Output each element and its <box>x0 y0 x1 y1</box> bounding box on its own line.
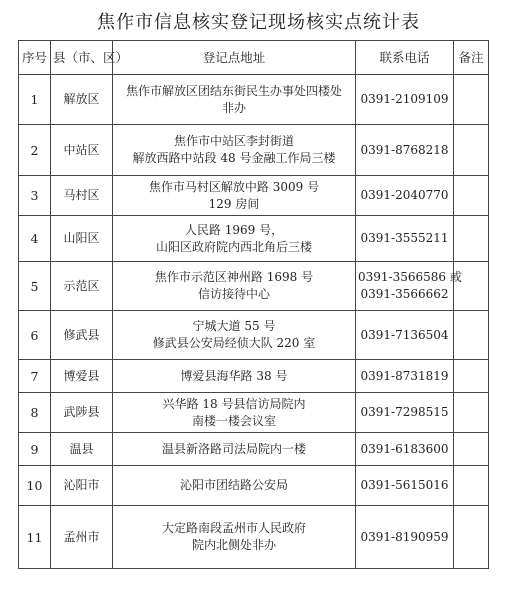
cell-index: 8 <box>19 393 51 433</box>
table-row <box>19 466 489 506</box>
cell-phone <box>356 393 454 433</box>
cell-county: 武陟县 <box>51 393 113 433</box>
address-line: 129 房间 <box>208 196 260 211</box>
cell-remark <box>454 216 489 262</box>
cell-county: 中站区 <box>51 125 113 176</box>
address-line: 信访接待中心 <box>197 287 270 301</box>
phone-line: 0391-7136504 <box>360 327 449 342</box>
cell-address <box>113 311 356 360</box>
cell-index: 7 <box>19 360 51 393</box>
cell-address <box>113 176 356 216</box>
cell-remark <box>454 433 489 466</box>
cell-county: 示范区 <box>51 262 113 311</box>
cell-phone <box>356 466 454 506</box>
phone-line: 0391-8768218 <box>360 142 449 157</box>
cell-county: 温县 <box>51 433 113 466</box>
cell-remark <box>454 466 489 506</box>
address-line: 宁城大道 55 号 <box>192 319 276 333</box>
phone-line: 0391-8190959 <box>360 529 449 544</box>
cell-remark <box>454 393 489 433</box>
cell-phone <box>356 262 462 311</box>
table-body <box>19 75 489 569</box>
cell-index: 3 <box>19 176 51 216</box>
phone-line: 0391-6183600 <box>360 441 449 456</box>
cell-county: 博爱县 <box>51 360 113 393</box>
cell-phone <box>356 216 454 262</box>
phone-line: 0391-3566662 <box>360 287 449 301</box>
cell-index: 1 <box>19 75 51 125</box>
cell-remark <box>454 506 489 569</box>
address-line: 山阳区政府院内西北角后三楼 <box>155 239 312 254</box>
address-line: 焦作市中站区李封街道 <box>173 134 294 148</box>
header-row <box>19 41 489 75</box>
address-line: 解放西路中站段 48 号金融工作局三楼 <box>132 151 336 165</box>
page-title: 焦作市信息核实登记现场核实点统计表 <box>97 12 420 33</box>
header-address: 登记点地址 <box>113 41 356 75</box>
address-line: 沁阳市团结路公安局 <box>179 478 288 492</box>
cell-county: 解放区 <box>51 75 113 125</box>
address-line: 焦作市示范区神州路 1698 号 <box>154 270 314 284</box>
cell-address <box>113 360 356 393</box>
cell-county: 沁阳市 <box>51 466 113 506</box>
cell-index: 6 <box>19 311 51 360</box>
cell-index: 2 <box>19 125 51 176</box>
cell-index: 9 <box>19 433 51 466</box>
header-index: 序号 <box>19 41 51 75</box>
table-row <box>19 262 489 311</box>
cell-remark <box>454 311 489 360</box>
cell-remark <box>454 125 489 176</box>
address-line: 非办 <box>221 100 246 115</box>
address-line: 人民路 1969 号， <box>184 222 284 237</box>
phone-line: 0391-2040770 <box>360 188 449 202</box>
cell-remark <box>454 360 489 393</box>
table-row <box>19 176 489 216</box>
cell-address <box>113 466 356 506</box>
table-row <box>19 311 489 360</box>
cell-address <box>113 433 356 466</box>
cell-address <box>113 506 356 569</box>
address-line: 修武县公安局经侦大队 220 室 <box>152 336 316 350</box>
cell-index: 5 <box>19 262 51 311</box>
table-row <box>19 216 489 262</box>
phone-line: 0391-3555211 <box>360 231 449 245</box>
address-line: 兴华路 18 号县信访局院内 <box>162 396 306 411</box>
table-row <box>19 393 489 433</box>
cell-county: 山阳区 <box>51 216 113 262</box>
cell-phone <box>356 125 454 176</box>
address-line: 焦作市解放区团结东街民生办事处四楼处 <box>125 83 342 98</box>
cell-remark <box>454 176 489 216</box>
address-line: 大定路南段孟州市人民政府 <box>161 521 306 535</box>
cell-phone <box>356 433 454 466</box>
header-phone: 联系电话 <box>356 41 454 75</box>
address-line: 博爱县海华路 38 号 <box>180 368 288 383</box>
phone-line: 0391-2109109 <box>360 92 449 106</box>
cell-county: 马村区 <box>51 176 113 216</box>
table-row <box>19 433 489 466</box>
cell-remark <box>454 75 489 125</box>
address-line: 温县新洛路司法局院内一楼 <box>161 441 306 456</box>
cell-phone <box>356 360 454 393</box>
cell-phone <box>356 176 454 216</box>
cell-address <box>113 216 356 262</box>
cell-index: 11 <box>19 506 51 569</box>
table-row <box>19 506 489 569</box>
address-line: 南楼一楼会议室 <box>191 413 276 428</box>
registration-points-table <box>18 40 489 569</box>
phone-line: 0391-5615016 <box>360 478 449 492</box>
cell-address <box>113 393 356 433</box>
table-row <box>19 125 489 176</box>
address-line: 院内北侧处非办 <box>191 538 276 552</box>
cell-county: 修武县 <box>51 311 113 360</box>
header-county: 县（市、区） <box>51 41 113 75</box>
phone-line: 0391-3566586 或 <box>358 270 462 284</box>
cell-county: 孟州市 <box>51 506 113 569</box>
table-row <box>19 75 489 125</box>
address-line: 焦作市马村区解放中路 3009 号 <box>148 179 320 194</box>
cell-remark <box>454 262 489 311</box>
cell-address <box>113 262 356 311</box>
table-row <box>19 360 489 393</box>
cell-phone <box>356 506 454 569</box>
cell-phone <box>356 75 454 125</box>
cell-phone <box>356 311 454 360</box>
header-remark: 备注 <box>454 41 489 75</box>
cell-address <box>113 75 356 125</box>
cell-index: 4 <box>19 216 51 262</box>
phone-line: 0391-8731819 <box>360 368 449 383</box>
cell-address <box>113 125 356 176</box>
cell-index: 10 <box>19 466 51 506</box>
phone-line: 0391-7298515 <box>360 405 449 419</box>
